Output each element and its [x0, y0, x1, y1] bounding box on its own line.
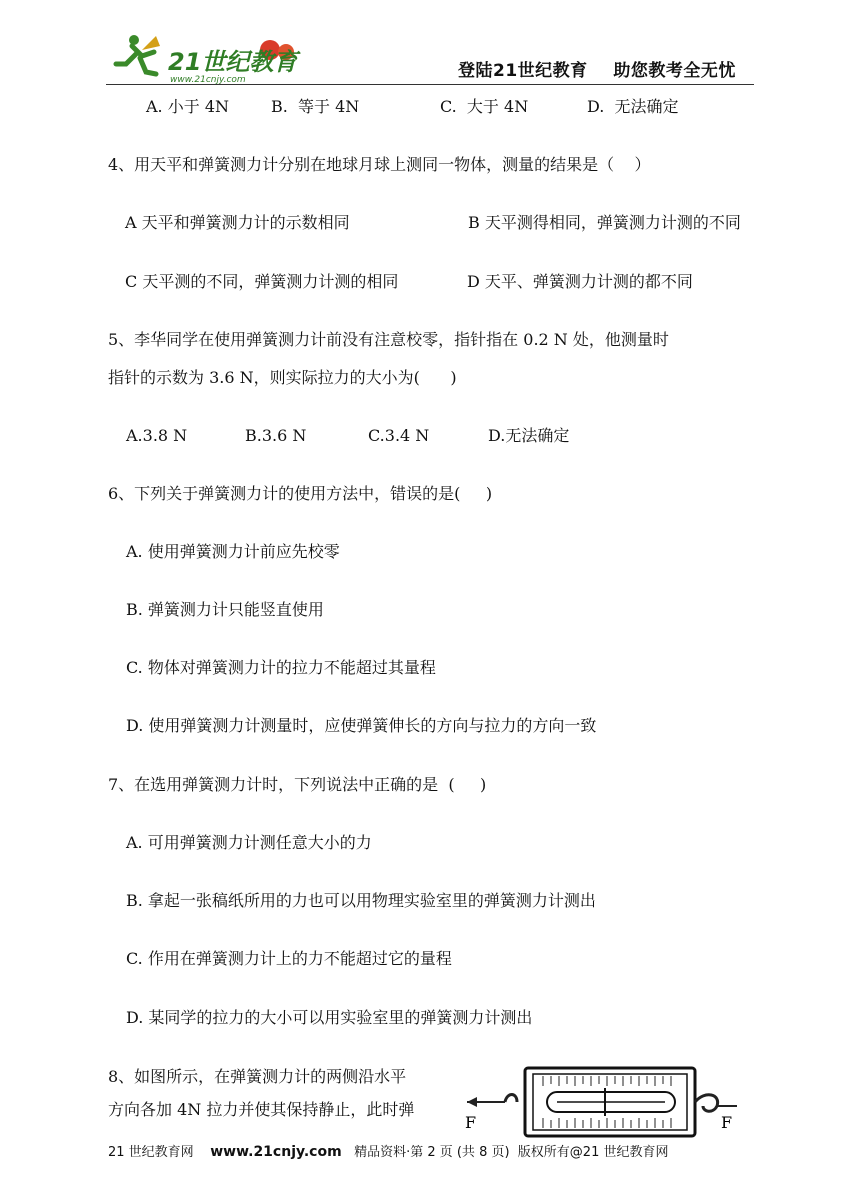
- q7-option-a: A. 可用弹簧测力计测任意大小的力: [126, 833, 372, 852]
- spring-scale-diagram: [465, 1062, 740, 1144]
- q7-option-c: C. 作用在弹簧测力计上的力不能超过它的量程: [126, 949, 452, 968]
- q4-option-c: C 天平测的不同，弹簧测力计测的相同: [125, 272, 399, 291]
- right-hook-icon: [695, 1095, 718, 1112]
- q3-option-a: A. 小于 4N: [146, 97, 229, 116]
- q4-option-b: B 天平测得相同，弹簧测力计测的不同: [468, 213, 741, 232]
- header-tagline: 登陆21世纪教育 助您教考全无忧: [458, 61, 736, 81]
- q5-stem-line2: 指针的示数为 3.6 N，则实际拉力的大小为( ): [108, 368, 457, 387]
- q5-option-a: A.3.8 N: [126, 426, 188, 445]
- footer-org: 21 世纪教育网: [108, 1145, 194, 1160]
- q7-stem: 7、在选用弹簧测力计时，下列说法中正确的是 ( ): [108, 775, 487, 794]
- q5-option-c: C.3.4 N: [368, 426, 430, 445]
- q5-option-b: B.3.6 N: [245, 426, 307, 445]
- q6-option-d: D. 使用弹簧测力计测量时，应使弹簧伸长的方向与拉力的方向一致: [126, 716, 597, 735]
- header-divider: [106, 84, 754, 85]
- q6-option-b: B. 弹簧测力计只能竖直使用: [126, 600, 324, 619]
- page-footer: [108, 1141, 668, 1160]
- q3-option-d: D. 无法确定: [587, 97, 679, 116]
- footer-rest: 精品资料·第 2 页 (共 8 页) 版权所有@21 世纪教育网: [354, 1145, 669, 1160]
- q5-option-d: D.无法确定: [488, 426, 570, 445]
- q3-option-b: B. 等于 4N: [271, 97, 360, 116]
- q6-stem: 6、下列关于弹簧测力计的使用方法中，错误的是( ): [108, 484, 493, 503]
- logo-text: 21世纪教育: [168, 48, 298, 76]
- running-man-icon: [116, 35, 160, 74]
- q4-option-a: A 天平和弹簧测力计的示数相同: [125, 213, 350, 232]
- left-hook-icon: [505, 1095, 517, 1103]
- q4-stem: 4、用天平和弹簧测力计分别在地球月球上测同一物体，测量的结果是（ ）: [108, 155, 651, 174]
- left-force-label: F: [465, 1113, 477, 1132]
- q8-stem-line1: 8、如图所示，在弹簧测力计的两侧沿水平: [108, 1067, 407, 1086]
- q7-option-d: D. 某同学的拉力的大小可以用实验室里的弹簧测力计测出: [126, 1008, 533, 1027]
- q3-option-c: C. 大于 4N: [440, 97, 529, 116]
- footer-site: www.21cnjy.com: [210, 1144, 342, 1160]
- q4-option-d: D 天平、弹簧测力计测的都不同: [467, 272, 693, 291]
- q6-option-c: C. 物体对弹簧测力计的拉力不能超过其量程: [126, 658, 436, 677]
- logo-url: www.21cnjy.com: [170, 75, 246, 85]
- q7-option-b: B. 拿起一张稿纸所用的力也可以用物理实验室里的弹簧测力计测出: [126, 891, 596, 910]
- q8-stem-line2: 方向各加 4N 拉力并使其保持静止，此时弹: [108, 1100, 415, 1119]
- right-force-label: F: [721, 1113, 733, 1132]
- q5-stem-line1: 5、李华同学在使用弹簧测力计前没有注意校零，指针指在 0.2 N 处，他测量时: [108, 330, 669, 349]
- q6-option-a: A. 使用弹簧测力计前应先校零: [126, 542, 340, 561]
- logo: [112, 30, 312, 86]
